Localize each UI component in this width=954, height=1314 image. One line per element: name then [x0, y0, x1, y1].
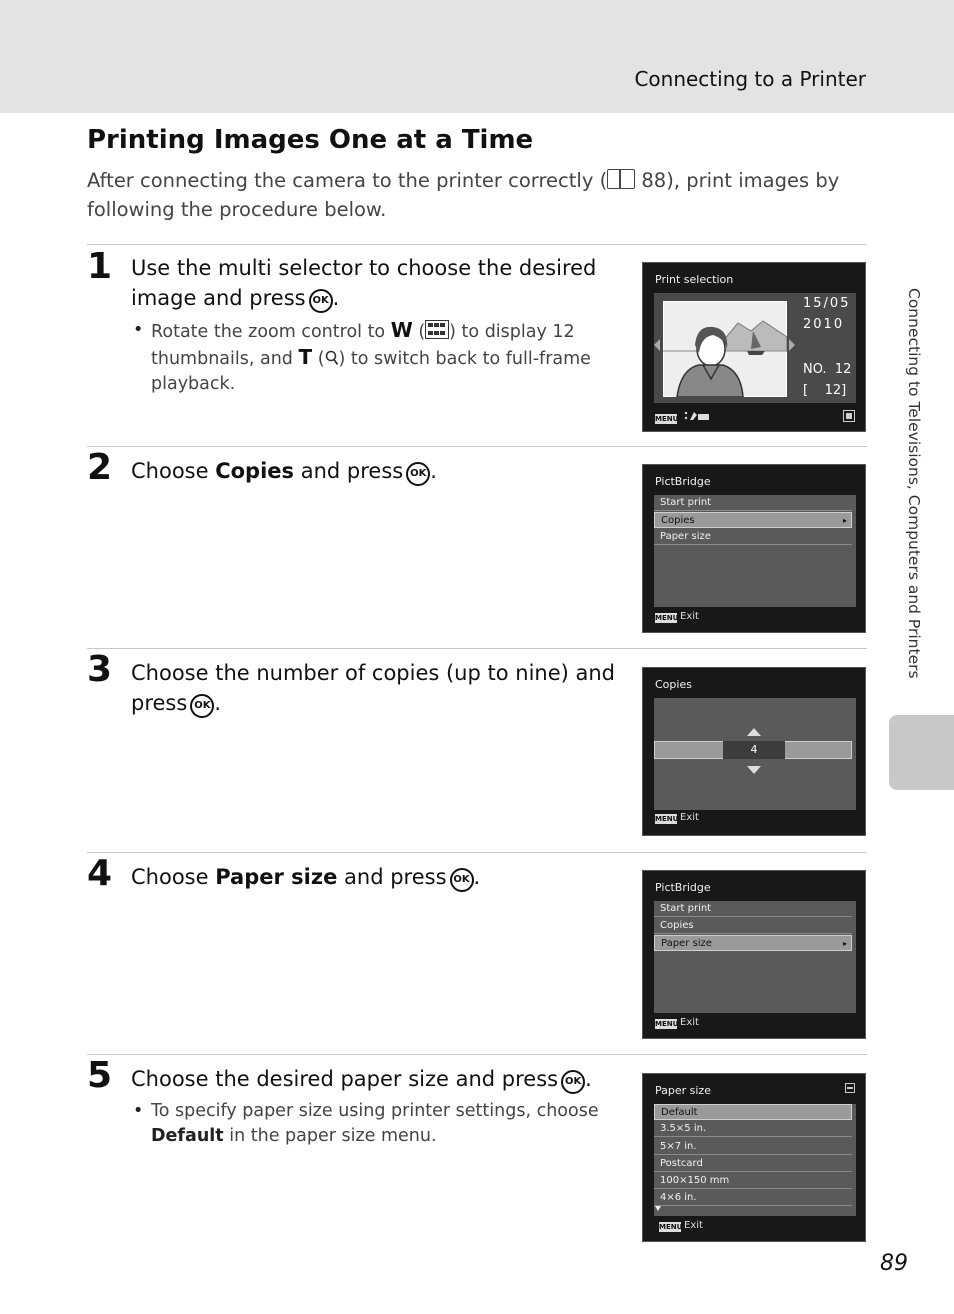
thumbnail-grid-icon	[425, 320, 449, 339]
screen-footer	[655, 409, 710, 424]
arrow-right-icon	[788, 339, 796, 351]
screen-footer	[655, 611, 699, 623]
menu-item-3-5x5[interactable]: 3.5×5 in.	[654, 1121, 852, 1137]
step-5-instruction: Choose the desired paper size and press OK .	[131, 1064, 621, 1094]
exit-label: Exit	[684, 1220, 703, 1231]
step-5-note: • To specify paper size using printer settings, choose Default in the paper size menu.	[133, 1099, 611, 1149]
ok-button-icon: OK	[309, 289, 333, 313]
arrow-left-icon	[653, 339, 661, 351]
page-number: 89	[880, 1251, 908, 1276]
zoom-tele-symbol: T	[298, 345, 313, 369]
step-1-note: • Rotate the zoom control to W ( ) to display 12 thumbnails, and T ( ) to switch back to full-frame playback.	[133, 318, 611, 397]
section-header: Connecting to a Printer	[634, 67, 866, 91]
print-count: [ 12]	[803, 383, 847, 398]
menu-item-5x7[interactable]: 5×7 in.	[654, 1139, 852, 1155]
side-tab-label: Connecting to Televisions, Computers and Printers	[905, 288, 923, 679]
screen-panel	[654, 495, 856, 607]
exit-label: Exit	[680, 1017, 699, 1028]
menu-button-icon: MENU	[655, 415, 679, 423]
menu-button-icon: MENU	[655, 815, 679, 823]
header-band	[0, 0, 954, 113]
screen-print-selection	[642, 262, 866, 432]
zoom-indicator-icon	[843, 410, 855, 422]
menu-item-postcard[interactable]: Postcard	[654, 1156, 852, 1172]
screen-title: Print selection	[655, 273, 734, 286]
ok-button-icon: OK	[190, 694, 214, 718]
image-number: NO. 12	[803, 362, 852, 377]
menu-button-icon: MENU	[655, 614, 679, 622]
menu-item-start-print[interactable]: Start print	[654, 901, 852, 917]
submenu-arrow-icon: ▸	[842, 516, 847, 525]
page-title: Printing Images One at a Time	[87, 125, 534, 155]
scroll-indicator-icon	[845, 1083, 855, 1093]
exit-label: Exit	[680, 611, 699, 622]
menu-item-copies[interactable]: Copies	[654, 918, 852, 934]
divider	[87, 446, 867, 447]
screen-footer	[655, 1017, 699, 1029]
menu-item-copies[interactable]: Copies ▸	[654, 512, 852, 528]
screen-title: PictBridge	[655, 881, 711, 894]
divider	[87, 244, 867, 245]
menu-item-default[interactable]: Default	[654, 1104, 852, 1120]
copies-value[interactable]: 4	[723, 741, 785, 759]
menu-item-paper-size[interactable]: Paper size	[654, 529, 852, 545]
step-number: 4	[87, 853, 113, 894]
step-1-instruction: Use the multi selector to choose the desired image and press OK .	[131, 253, 621, 313]
divider	[87, 1054, 867, 1055]
photo-thumbnail	[663, 301, 787, 397]
step-number: 1	[87, 246, 113, 287]
screen-panel	[654, 901, 856, 1013]
step-number: 5	[87, 1055, 113, 1096]
screen-panel	[654, 698, 856, 810]
divider	[87, 852, 867, 853]
photo-year: 2010	[803, 317, 845, 332]
step-2-instruction: Choose Copies and press OK .	[131, 456, 621, 486]
screen-pictbridge-copies	[642, 464, 866, 633]
exit-label: Exit	[680, 812, 699, 823]
screen-title: Paper size	[655, 1084, 711, 1097]
step-3-instruction: Choose the number of copies (up to nine) and press OK .	[131, 658, 621, 718]
screen-copies	[642, 667, 866, 836]
menu-item-start-print[interactable]: Start print	[654, 495, 852, 511]
menu-button-icon: MENU	[655, 1020, 679, 1028]
arrow-up-icon	[747, 728, 761, 736]
photo-date: 15/05	[803, 296, 851, 311]
menu-item-paper-size[interactable]: Paper size ▸	[654, 935, 852, 951]
ok-button-icon: OK	[406, 462, 430, 486]
intro-paragraph: After connecting the camera to the printer correctly ( 88), print images by following the procedure below.	[87, 169, 840, 221]
screen-footer	[659, 1220, 703, 1232]
step-4-instruction: Choose Paper size and press OK .	[131, 862, 621, 892]
magnify-icon	[325, 350, 339, 366]
ok-button-icon: OK	[450, 868, 474, 892]
submenu-arrow-icon: ▸	[842, 939, 847, 948]
menu-item-100x150[interactable]: 100×150 mm	[654, 1173, 852, 1189]
print-menu-icon	[684, 409, 710, 421]
more-items-arrow-icon	[655, 1206, 661, 1211]
ok-button-icon: OK	[561, 1070, 585, 1094]
step-number: 3	[87, 649, 113, 690]
screen-footer	[655, 812, 699, 824]
side-tab	[889, 715, 954, 790]
page-reference: 88	[641, 169, 667, 192]
arrow-down-icon	[747, 766, 761, 774]
screen-pictbridge-paper	[642, 870, 866, 1039]
screen-title: Copies	[655, 678, 692, 691]
menu-button-icon: MENU	[659, 1223, 683, 1231]
screen-paper-size	[642, 1073, 866, 1242]
menu-item-4x6[interactable]: 4×6 in.	[654, 1190, 852, 1206]
screen-panel	[654, 1104, 856, 1216]
zoom-wide-symbol: W	[390, 318, 413, 342]
step-number: 2	[87, 447, 113, 488]
book-reference-icon	[607, 169, 635, 189]
divider	[87, 648, 867, 649]
screen-title: PictBridge	[655, 475, 711, 488]
